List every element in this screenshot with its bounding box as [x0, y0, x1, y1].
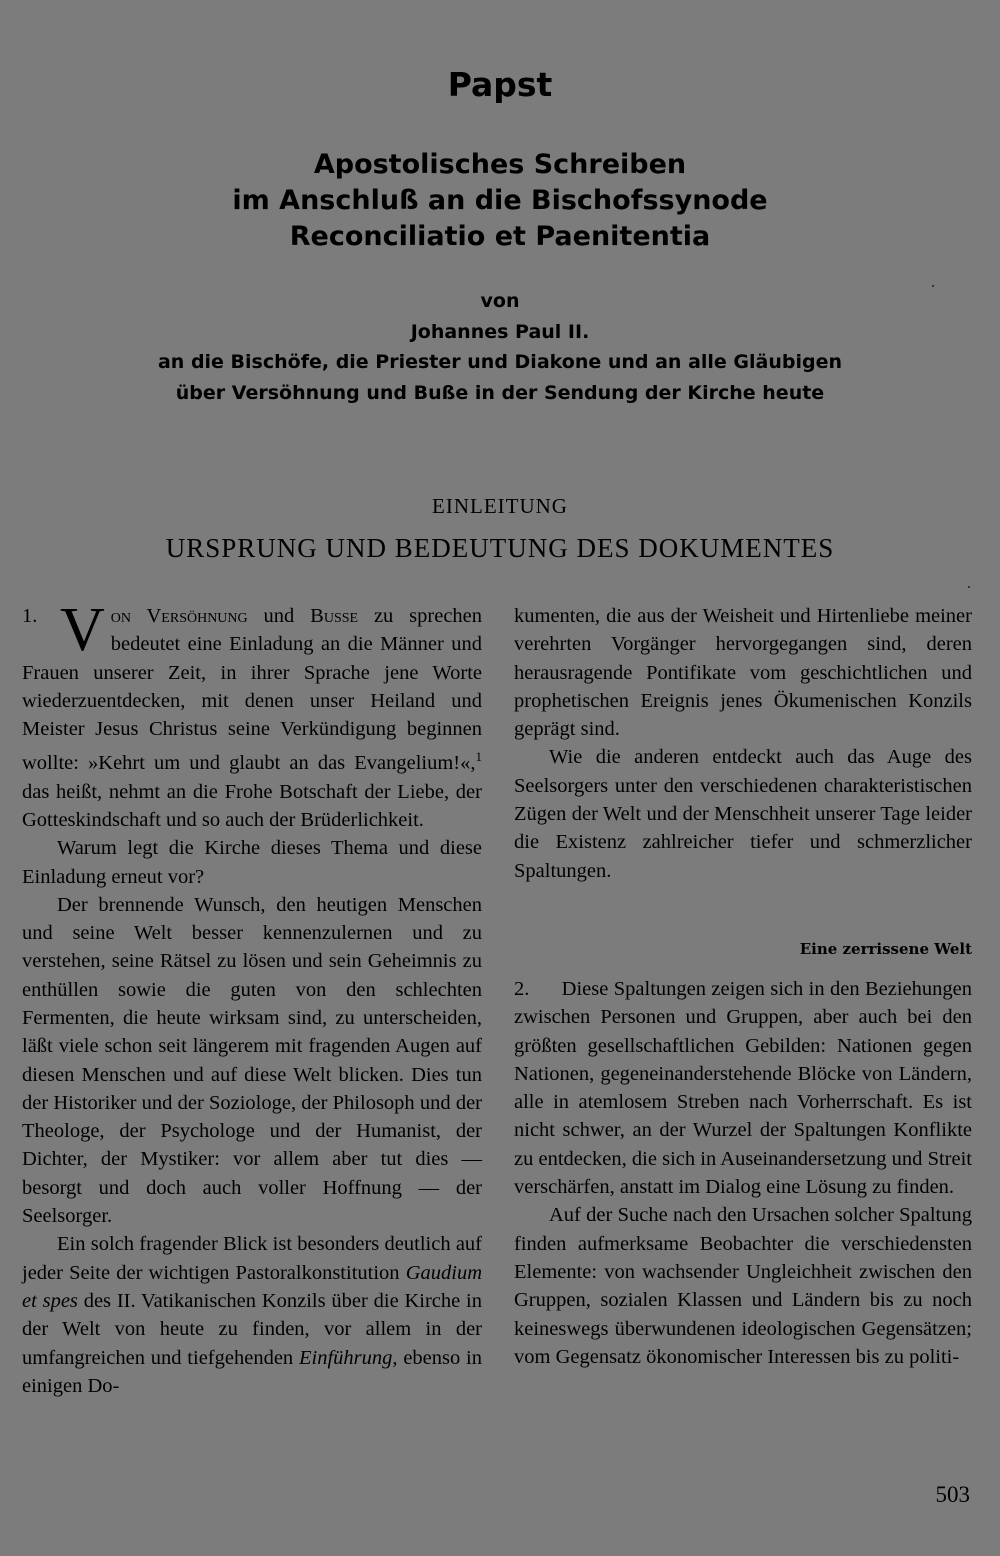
paragraph: 2. Diese Spaltungen zeigen sich in den Beziehungen zwischen Personen und Gruppen, aber auch bei den größten gesellschaftlichen Gebilden: Nationen gegen Nationen, gegeneinanderstehende Blöcke von Ländern, alle in atemlosem Streben nach Vorherrschaft. Es ist nicht schwer, an der Wurzel der Spaltungen Konflikte zu entdecken, die sich in Auseinandersetzung und Streit verschärfen, anstatt im Dialog eine Lösung zu finden.: [514, 977, 978, 1199]
paragraph: kumenten, die aus der Weisheit und Hirtenliebe meiner verehrten Vorgänger hervorgegangen sind, deren herausragende Pontifikate vom geschichtlichen und prophetischen Ereignis jenes Ökumenischen Konzils geprägt sind.: [514, 605, 972, 741]
subtitle-line: Apostolisches Schreiben: [313, 149, 687, 180]
subtitle-line: Reconciliatio et Paenitentia: [289, 221, 711, 252]
paragraph: Der brennende Wunsch, den heutigen Menschen und seine Welt besser kennenzulernen und zu verstehen, seine Rätsel zu lösen und sein Geheimnis zu enthüllen sowie die guten von den schlechten Fermenten, die heute wirksam sind, zu unterscheiden, läßt viele schon seit längerem mit fragenden Augen auf diesen Menschen und auf diese Welt blicken. Dies tun der Historiker und der Soziologe, der Philosoph und der Theologe, der Psychologe und der Humanist, der Dichter, der Mystiker: vor allem aber tut dies — besorgt und doch auch voller Hoffnung — der Seelsorger.: [22, 893, 482, 1228]
paragraph: [22, 1230, 482, 1400]
chapter-title: URSPRUNG UND BEDEUTUNG DES DOKUMENTES: [165, 533, 835, 563]
text-span: und: [247, 605, 311, 627]
text-span: des II. Vatikanischen Konzils über die Kirche in der Welt von heute zu finden, vor allem in der umfangreichen und tiefgehenden: [22, 1289, 482, 1369]
scan-speck: [932, 285, 934, 287]
small-caps-text: on Versöhnung: [110, 605, 248, 627]
author-line: von: [480, 290, 520, 312]
text-span: Ein solch fragender Blick ist besonders deutlich auf jeder Seite der wichtigen Pastoralkonstitution: [22, 1233, 482, 1284]
page-number: 503: [935, 1482, 970, 1507]
scan-speck: [968, 586, 970, 588]
chapter-label: EINLEITUNG: [432, 494, 568, 518]
paragraph: 1. V on Versöhnung und Busse zu sprechen bedeutet eine Einladung an die Männer und Frauen unserer Zeit, in ihrer Sprache jene Worte wiederzuentdecken, mit denen unser Heiland und Meister Jesus Christus seine Verkündigung beginnen wollte: »Kehrt um und glaubt an das Evangelium!«,$^1$ das heißt, nehmt an die Frohe Botschaft der Liebe, der Gotteskindschaft und so auch der Brüderlichkeit.: [22, 596, 483, 831]
text-span: ebenso in einigen Do-: [22, 1346, 482, 1397]
subtitle-line: im Anschluß an die Bischofssynode: [232, 185, 768, 216]
paragraph: Wie die anderen entdeckt auch das Auge des Seelsorgers unter den verschiedenen charakteristischen Zügen der Welt und der Menschheit unserer Tage leider die Existenz zahlreicher tiefer und schmerzlicher Spaltungen.: [514, 746, 972, 882]
text-span: zu sprechen bedeutet eine Einladung an die Männer und Frauen unserer Zeit, in ihrer Sprache jene Worte wiederzuentdecken, mit denen unser Heiland und Meister Jesus Christus seine Verkündigung beginnen wollte: »Kehrt um und glaubt an das Evangelium!«,: [22, 605, 483, 775]
author-line: über Versöhnung und Buße in der Sendung der Kirche heute: [175, 381, 825, 404]
right-column: [514, 602, 978, 1371]
paragraph: Warum legt die Kirche dieses Thema und diese Einladung erneut vor?: [22, 837, 482, 888]
italic-term: Einführung,: [298, 1346, 398, 1369]
small-caps-text: Busse: [310, 605, 359, 627]
left-column: [22, 596, 483, 1400]
footnote-mark: 1: [475, 749, 482, 765]
section-title: Papst: [447, 65, 553, 104]
italic-title: Gaudium et spes: [22, 1261, 482, 1312]
author-line: an die Bischöfe, die Priester und Diakone und an alle Gläubigen: [157, 351, 843, 373]
paragraph: Auf der Suche nach den Ursachen solcher Spaltung finden aufmerksame Beobachter die verschiedensten Elemente: von wachsender Ungleichheit zwischen den Gruppen, sozialen Klassen und Ländern bis zu noch keineswegs überwundenen ideologischen Gegensätzen; vom Gegensatz ökonomischer Interessen bis zu politi-: [514, 1204, 972, 1368]
author-line: Johannes Paul II.: [410, 320, 590, 343]
author-block: [0, 286, 1000, 408]
text-span: das heißt, nehmt an die Frohe Botschaft der Liebe, der Gotteskindschaft und so auch der Brüderlichkeit.: [22, 780, 482, 831]
section-heading: Eine zerrissene Welt: [799, 939, 972, 958]
document-subtitle: [0, 147, 1000, 255]
drop-cap: V: [60, 596, 105, 664]
